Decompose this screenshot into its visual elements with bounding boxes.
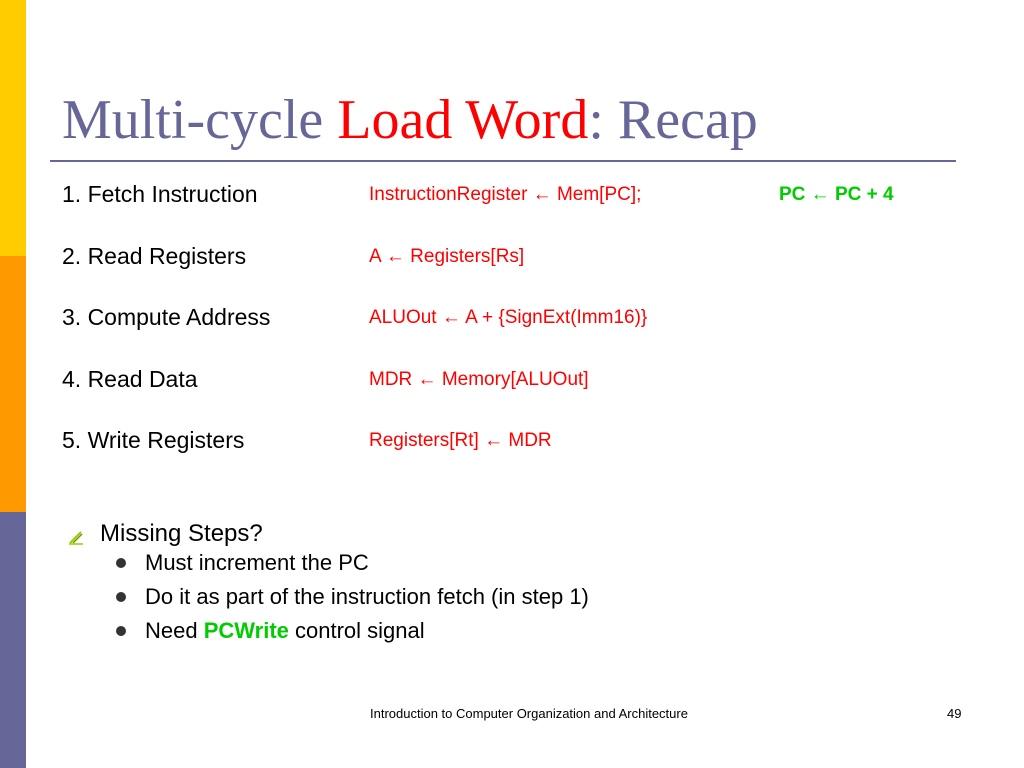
step-rtl: ALUOut ← A + {SignExt(Imm16)} bbox=[369, 307, 648, 328]
title-divider bbox=[50, 160, 956, 162]
missing-steps-bullet bbox=[68, 520, 263, 548]
step-rtl: A ← Registers[Rs] bbox=[369, 246, 525, 267]
page-number: 49 bbox=[947, 706, 962, 721]
bullet-dot-icon bbox=[116, 626, 126, 636]
bullet-dot-icon bbox=[116, 592, 126, 602]
side-bar-yellow bbox=[0, 0, 26, 256]
slide-title bbox=[62, 80, 758, 160]
step-label: 5. Write Registers bbox=[62, 427, 245, 453]
step-label: 1. Fetch Instruction bbox=[62, 181, 258, 207]
bullet-dot-icon bbox=[116, 558, 126, 568]
side-bar-orange bbox=[0, 256, 26, 512]
step-rtl: Registers[Rt] ← MDR bbox=[369, 430, 552, 451]
side-bar-purple bbox=[0, 512, 26, 768]
step-rtl: MDR ← Memory[ALUOut] bbox=[369, 369, 589, 390]
step-label: 3. Compute Address bbox=[62, 304, 271, 330]
title-part2: : Recap bbox=[588, 89, 758, 151]
pencil-icon bbox=[68, 529, 84, 545]
footer-text: Introduction to Computer Organization and Architecture bbox=[370, 706, 688, 721]
list-item-pre: Need bbox=[145, 618, 204, 643]
step-label: 4. Read Data bbox=[62, 366, 198, 392]
list-item bbox=[116, 584, 589, 610]
pcwrite-signal: PCWrite bbox=[203, 618, 289, 643]
list-item-text: Must increment the PC bbox=[145, 550, 369, 575]
missing-steps-heading: Missing Steps? bbox=[100, 520, 263, 547]
title-highlight: Load Word bbox=[337, 89, 589, 151]
pc-increment-note: PC ← PC + 4 bbox=[779, 184, 894, 205]
step-label: 2. Read Registers bbox=[62, 243, 247, 269]
list-item-text bbox=[145, 618, 425, 644]
list-item-text: Do it as part of the instruction fetch (in step 1) bbox=[145, 584, 589, 609]
step-rtl: InstructionRegister ← Mem[PC]; bbox=[369, 184, 642, 205]
list-item bbox=[116, 550, 369, 576]
list-item-post: control signal bbox=[288, 618, 425, 643]
title-part1: Multi-cycle bbox=[62, 89, 338, 151]
list-item bbox=[116, 618, 425, 644]
